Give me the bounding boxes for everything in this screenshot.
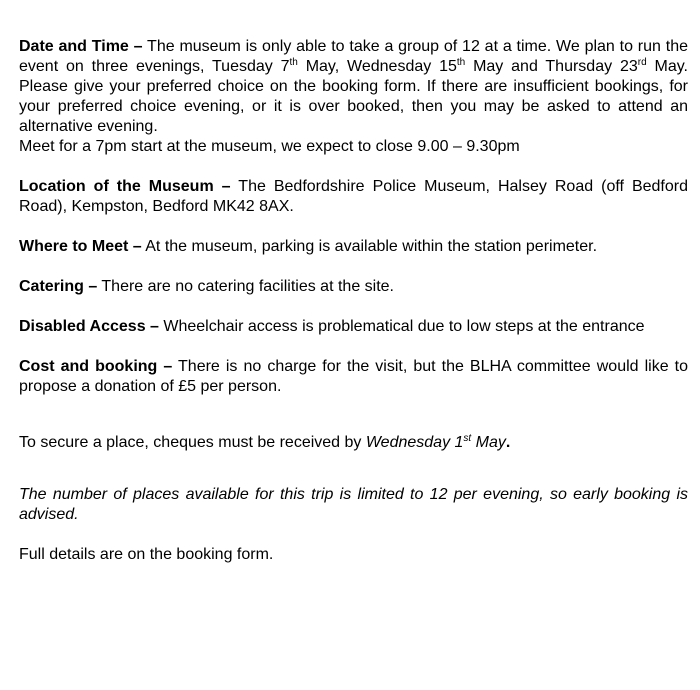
date-time-heading: Date and Time –	[19, 38, 143, 55]
date-time-sup-1: th	[289, 57, 298, 68]
full-details-note: Full details are on the booking form.	[19, 546, 274, 563]
secure-place-paragraph	[19, 433, 688, 453]
secure-place-date-sup: st	[463, 433, 472, 444]
disabled-access-paragraph	[19, 317, 688, 337]
disabled-access-text: Wheelchair access is problematical due to low steps at the entrance	[158, 318, 645, 335]
date-time-text-4: May. Please give your preferred choice on the booking form. If there are insufficient bookings, for your preferred choice evening, or it is over booked, then you may be asked to attend an alternative evening.	[19, 58, 688, 135]
location-paragraph	[19, 177, 688, 217]
cost-paragraph	[19, 357, 688, 397]
catering-heading: Catering –	[19, 278, 98, 295]
where-to-meet-heading: Where to Meet –	[19, 238, 142, 255]
disabled-access-heading: Disabled Access –	[19, 318, 159, 335]
date-time-paragraph	[19, 37, 688, 137]
where-to-meet-paragraph	[19, 237, 688, 257]
catering-text: There are no catering facilities at the site.	[97, 278, 394, 295]
cost-text: There is no charge for the visit, but the BLHA committee would like to propose a donation of £5 per person.	[19, 358, 689, 395]
meet-line: Meet for a 7pm start at the museum, we expect to close 9.00 – 9.30pm	[19, 138, 520, 155]
location-text: The Bedfordshire Police Museum, Halsey Road (off Bedford Road), Kempston, Bedford MK42 8AX.	[19, 178, 688, 215]
secure-place-date-end: May	[471, 434, 506, 451]
location-heading: Location of the Museum –	[19, 178, 231, 195]
date-time-text-2: May, Wednesday 15	[297, 58, 457, 75]
where-to-meet-text: At the museum, parking is available within the station perimeter.	[141, 238, 598, 255]
date-time-text-1: The museum is only able to take a group of 12 at a time. We plan to run the event on three evenings, Tuesday 7	[19, 38, 688, 75]
document-body	[19, 37, 688, 565]
cost-heading: Cost and booking –	[19, 358, 173, 375]
secure-place-period: .	[505, 434, 511, 451]
date-time-text-3: May and Thursday 23	[465, 58, 638, 75]
secure-place-date: Wednesday 1	[365, 434, 464, 451]
secure-place-text: To secure a place, cheques must be received by	[19, 434, 366, 451]
date-time-sup-3: rd	[637, 57, 647, 68]
places-limit-note: The number of places available for this trip is limited to 12 per evening, so early booking is advised.	[19, 486, 688, 523]
catering-paragraph	[19, 277, 688, 297]
date-time-sup-2: th	[456, 57, 466, 68]
